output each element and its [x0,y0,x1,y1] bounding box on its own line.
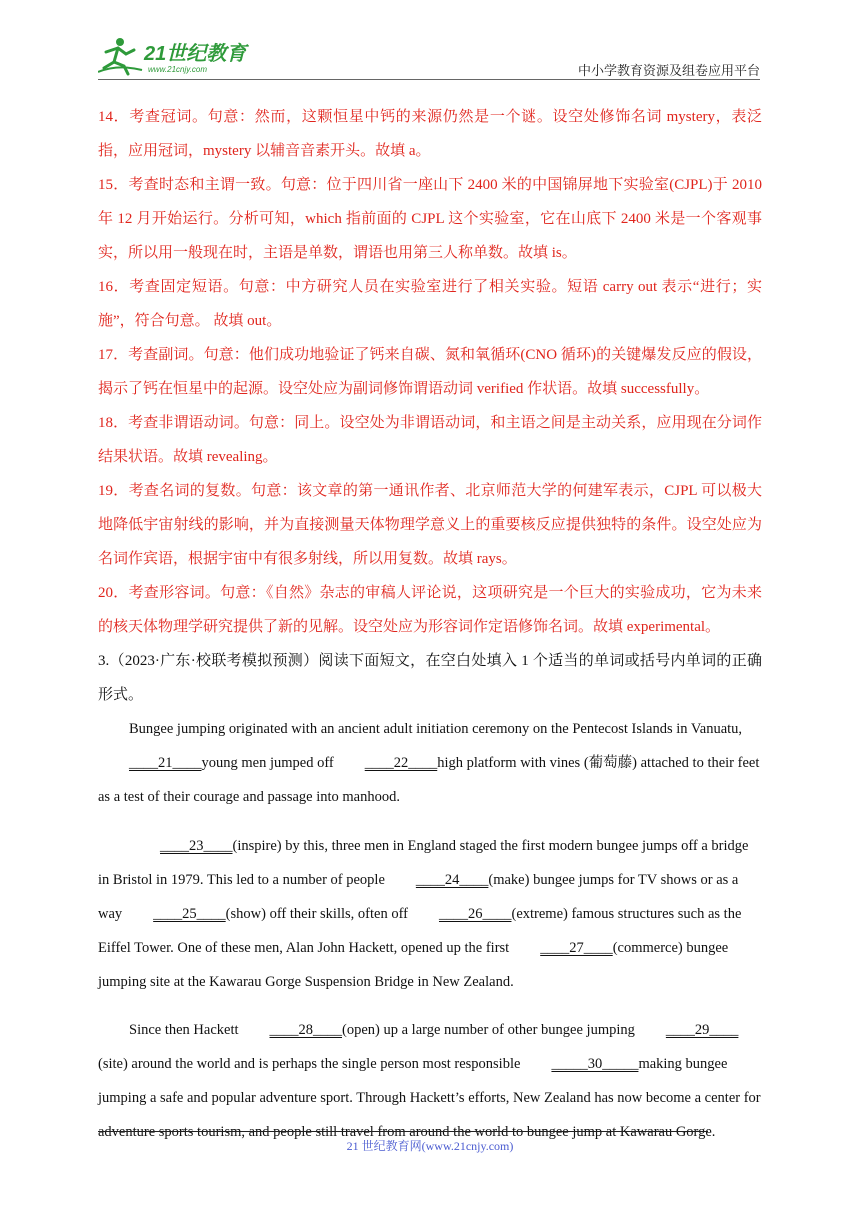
footer-source[interactable]: 21 世纪教育网(www.21cnjy.com) [346,1139,514,1153]
passage-text: (show) off their skills, often off [225,905,408,922]
blank-28: ____28____ [269,1022,343,1038]
answer-14: 14．考查冠词。句意：然而，这颗恒星中钙的来源仍然是一个谜。设空处修饰名词 mystery，表泛指，应用冠词，mystery 以辅音音素开头。故填 a。 [98,109,762,159]
document-body [98,100,762,1164]
passage-text: (extreme) famous structures such as the Eiffel Tower. One of these men, Alan John Hackett, opened up the first [98,905,742,956]
logo-text: 21世纪教育 [144,43,247,65]
blank-23: ____23____ [160,837,233,854]
logo-url: www.21cnjy.com [148,65,207,74]
blank-24: ____24____ [415,871,489,888]
blank-21: ____21____ [129,755,202,771]
site-logo [98,36,268,76]
question-intro: 3.（2023·广东·校联考模拟预测）阅读下面短文，在空白处填入 1 个适当的单词或括号内单词的正确形式。 [98,653,762,703]
runner-icon [98,38,142,74]
answer-18: 18．考查非谓语动词。句意：同上。设空处为非谓语动词，和主语之间是主动关系，应用现在分词作结果状语。故填 revealing。 [98,415,762,465]
passage-paragraph-1 [98,712,762,814]
page-header [98,30,760,80]
passage-text: Bungee jumping originated with an ancient adult initiation ceremony on the Pentecost Islands in Vanuatu, [129,721,743,737]
passage-text: (inspire) by this, three men in England staged the first modern bungee jumps off a bridge in Bristol in 1979. This led to a number of people [98,837,749,888]
header-divider [98,79,760,80]
answer-17: 17．考查副词。句意：他们成功地验证了钙来自碳、氮和氧循环(CNO 循环)的关键爆发反应的假设，揭示了钙在恒星中的起源。设空处应为副词修饰谓语动词 verified 作状语。故填 successfully。 [98,347,762,397]
passage-text: young men jumped off [201,755,334,771]
blank-30: _____30_____ [551,1056,639,1072]
passage-text: (make) bungee jumps for TV shows or as a way [98,871,739,922]
passage-paragraph-3 [98,1013,762,1149]
passage-text: (site) around the world and is perhaps the single person most responsible [98,1056,521,1072]
blank-29: ____29____ [665,1022,739,1038]
footer-divider [98,1131,708,1132]
blank-22: ____22____ [364,755,438,771]
passage-text: (commerce) bungee jumping site at the Kawarau Gorge Suspension Bridge in New Zealand. [98,939,729,990]
blank-25: ____25____ [153,905,226,922]
answer-15: 15．考查时态和主谓一致。句意：位于四川省一座山下 2400 米的中国锦屏地下实验室(CJPL)于 2010 年 12 月开始运行。分析可知，which 指前面的 CJPL 这个实验室，它在山底下 2400 米是一个客观事实，所以用一般现在时，主语是单数，谓语也用第三人称单数。故填 is。 [98,177,762,261]
blank-27: ____27____ [540,939,613,956]
passage-paragraph-2 [98,829,762,999]
passage-text: high platform with vines (葡萄藤) attached to their feet as a test of their courage and passage into manhood. [98,755,760,805]
answer-20: 20．考查形容词。句意：《自然》杂志的审稿人评论说，这项研究是一个巨大的实验成功，它为未来的核天体物理学研究提供了新的见解。设空处应为形容词作定语修饰名词。故填 experimental。 [98,585,762,635]
blank-26: ____26____ [438,905,512,922]
passage-text: making bungee jumping a safe and popular adventure sport. Through Hackett’s efforts, New Zealand has now become a center for adventure sports tourism, and people still travel from around the world to bungee jump at Kawarau Gorge. [98,1056,761,1140]
answer-16: 16．考查固定短语。句意：中方研究人员在实验室进行了相关实验。短语 carry out 表示“进行；实施”，符合句意。 故填 out。 [98,279,762,329]
answer-19: 19．考查名词的复数。句意：该文章的第一通讯作者、北京师范大学的何建军表示，CJPL 可以极大地降低宇宙射线的影响，并为直接测量天体物理学意义上的重要核反应提供独特的条件。设空处应为名词作宾语，根据宇宙中有很多射线，所以用复数。故填 rays。 [98,483,762,567]
passage-text: Since then Hackett [129,1022,239,1038]
passage-text: (open) up a large number of other bungee jumping [342,1022,635,1038]
platform-name: 中小学教育资源及组卷应用平台 [577,63,760,78]
